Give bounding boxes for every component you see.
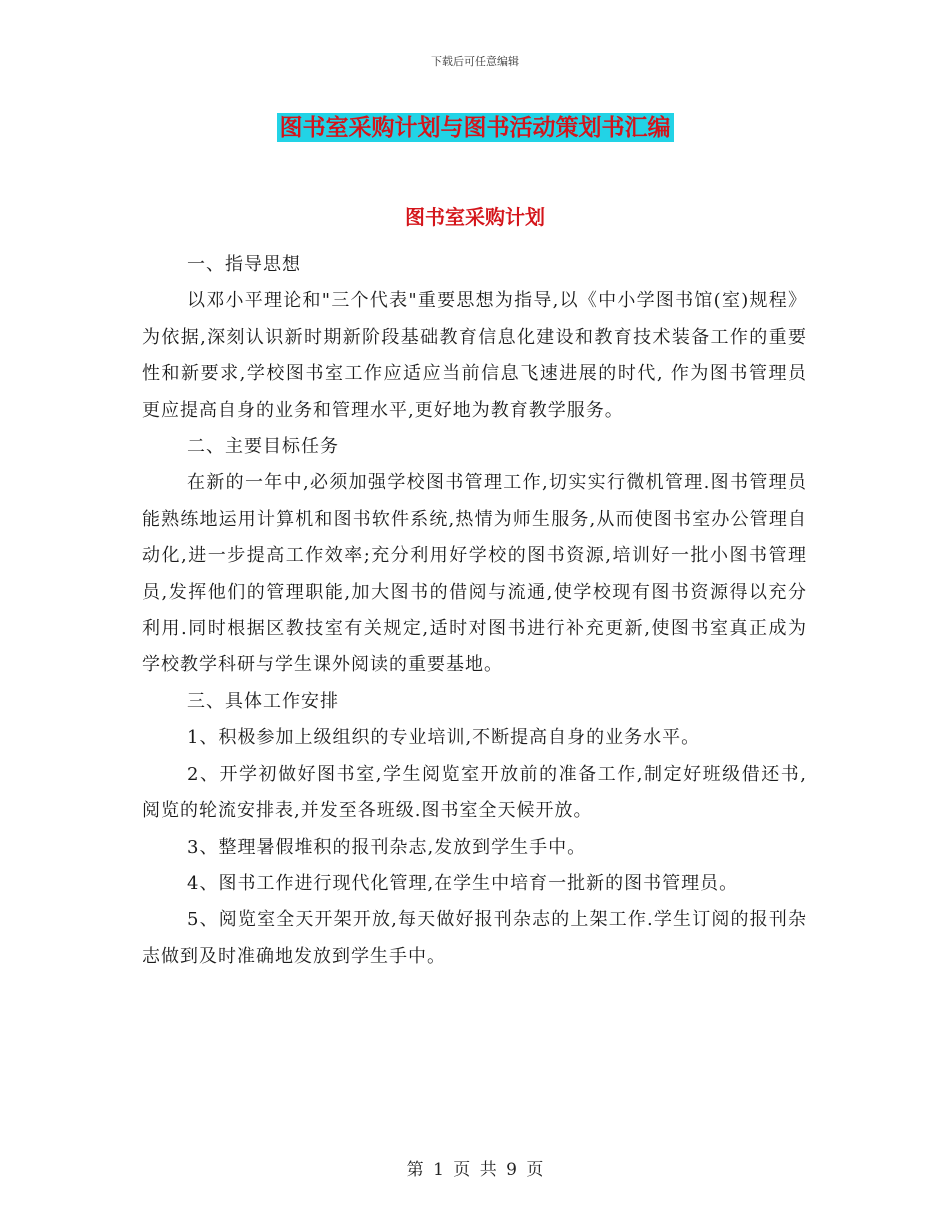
heading-guiding-ideology: 一、指导思想	[187, 254, 301, 275]
list-item-5: 5、阅览室全天开架开放,每天做好报刊杂志的上架工作.学生订阅的报刊杂志做到及时准确地发放到学生手中。	[142, 909, 807, 967]
list-item-3: 3、整理暑假堆积的报刊杂志,发放到学生手中。	[187, 836, 587, 858]
paragraph-guiding-ideology: 以邓小平理论和"三个代表"重要思想为指导,以《中小学图书馆(室)规程》为依据,深刻认识新时期新阶段基础教育信息化建设和教育技术装备工作的重要性和新要求,学校图书室工作应适应当前信息飞速进展的时代, 作为图书管理员更应提高自身的业务和管理水平,更好地为教育教学服务。	[142, 290, 807, 421]
heading-main-goals: 二、主要目标任务	[187, 436, 339, 458]
section-title: 图书室采购计划	[405, 205, 545, 229]
heading-work-arrangements: 三、具体工作安排	[187, 690, 339, 712]
list-item-2: 2、开学初做好图书室,学生阅览室开放前的准备工作,制定好班级借还书,阅览的轮流安排表,并发至各班级.图书室全天候开放。	[142, 763, 807, 822]
list-item-4: 4、图书工作进行现代化管理,在学生中培育一批新的图书管理员。	[187, 872, 739, 894]
main-title-text: 图书室采购计划与图书活动策划书汇编	[277, 113, 674, 142]
document-body	[142, 247, 807, 975]
page-footer: 第 1 页 共 9 页	[406, 1160, 544, 1180]
document-main-title	[0, 112, 950, 144]
paragraph-main-goals: 在新的一年中,必须加强学校图书管理工作,切实实行微机管理.图书管理员能熟练地运用计算机和图书软件系统,热情为师生服务,从而使图书室办公管理自动化,进一步提高工作效率;充分利用好学校的图书资源,培训好一批小图书管理员,发挥他们的管理职能,加大图书的借阅与流通,使学校现有图书资源得以充分利用.同时根据区教技室有关规定,适时对图书进行补充更新,使图书室真正成为学校教学科研与学生课外阅读的重要基地。	[142, 472, 807, 676]
header-note: 下载后可任意编辑	[431, 55, 519, 68]
list-item-1: 1、积极参加上级组织的专业培训,不断提高自身的业务水平。	[187, 727, 701, 749]
